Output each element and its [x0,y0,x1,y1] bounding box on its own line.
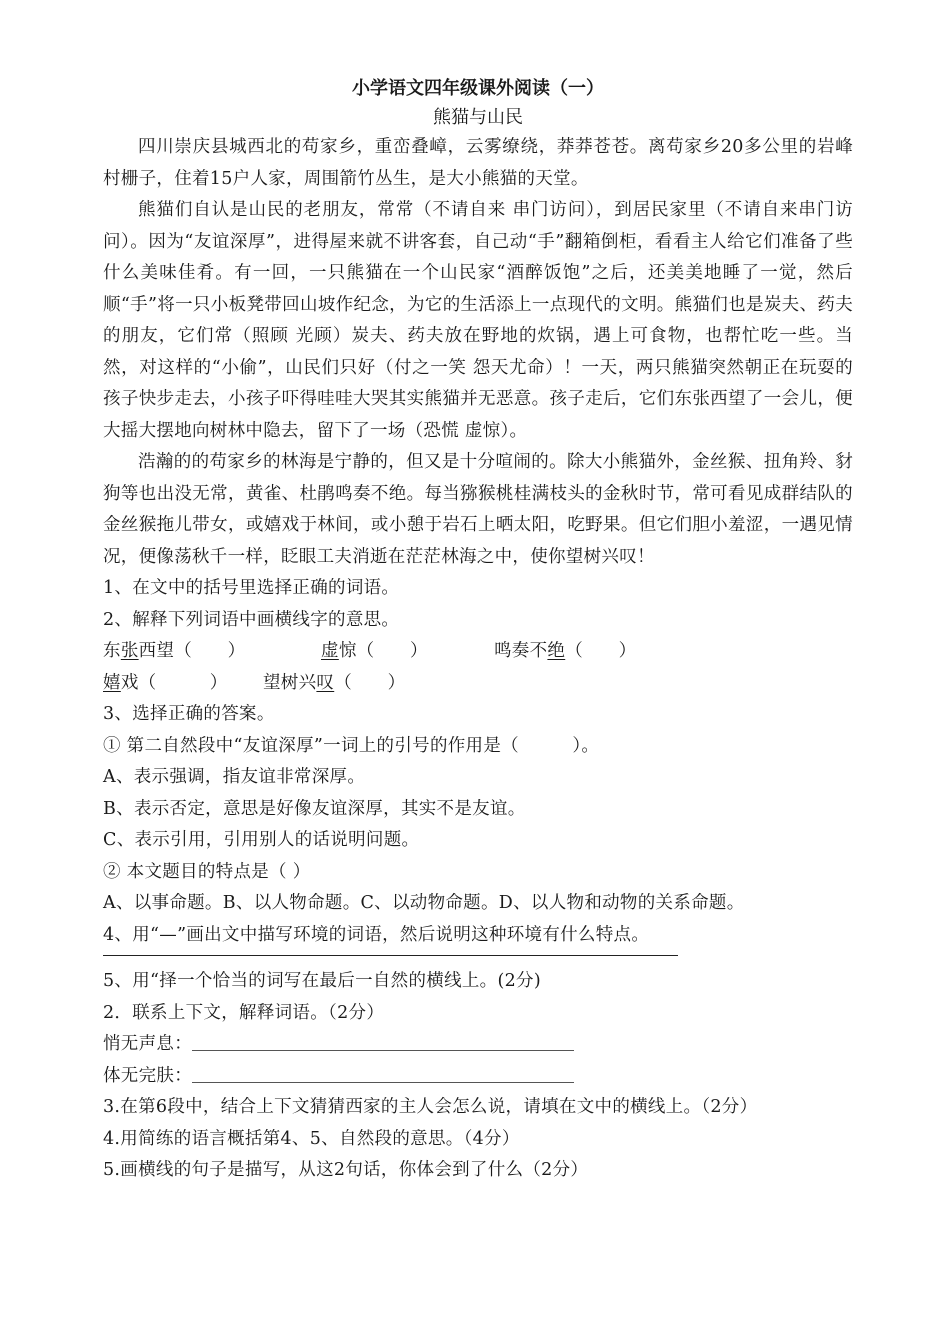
term-label: 体无完肤： [103,1065,192,1086]
worksheet-title: 小学语文四年级课外阅读（一） [352,78,604,99]
exercise-2-b [103,1061,853,1093]
story-title: 熊猫与山民 [433,107,523,128]
paragraph-2: 熊猫们自认是山民的老朋友，常常（不请自来 串门访问），到居民家里（不请自来串门访问）。因为“友谊深厚”，进得屋来就不讲客套，自己动“手”翻箱倒柜，看看主人给它们准备了些什么美味佳肴。有一回，一只熊猫在一个山民家“酒醉饭饱”之后，还美美地睡了一觉，然后顺“手”将一只小板凳带回山坡作纪念，为它的生活添上一点现代的文明。熊猫们也是炭夫、药夫的朋友，它们常（照顾 光顾）炭夫、药夫放在野地的炊锅，遇上可食物，也帮忙吃一些。当然，对这样的“小偷”，山民们只好（付之一笑 怨天尤命）！一天，两只熊猫突然朝正在玩耍的孩子快步走去，小孩子吓得哇哇大哭其实熊猫并无恶意。孩子走后，它们东张西望了一会儿，便大摇大摆地向树林中隐去，留下了一场（恐慌 虚惊）。 [103,200,853,441]
vocab-item: 鸣奏不绝（ ） [494,641,637,661]
answer-blank [192,1032,574,1051]
question-2: 2、解释下列词语中画横线字的意思。 [103,609,400,630]
underlined-char: 绝 [547,641,566,661]
exercise-4: 4.用简练的语言概括第4、5、自然段的意思。（4分） [103,1128,520,1149]
vocab-row-1 [103,636,853,668]
question-3: 3、选择正确的答案。 [103,704,275,724]
question-3-1: ① 第二自然段中“友谊深厚”一词上的引号的作用是（ ）。 [103,735,600,756]
question-3-2: ② 本文题目的特点是（ ） [103,861,311,882]
question-3-2-options: A、以事命题。B、以人物命题。C、以动物命题。D、以人物和动物的关系命题。 [103,893,745,913]
vocab-item: 嬉戏（ ） [103,672,228,693]
vocab-item: 望树兴叹（ ） [263,672,406,693]
vocab-item: 虚惊（ ） [321,641,428,661]
underlined-char: 叹 [316,672,335,693]
exercise-5: 5.画横线的句子是描写，从这2句话，你体会到了什么（2分） [103,1160,589,1180]
paragraph-1: 四川崇庆县城西北的苟家乡，重峦叠嶂，云雾缭绕，莽莽苍苍。离苟家乡20多公里的岩峰村栅子，住着15户人家，周围箭竹丛生，是大小熊猫的天堂。 [103,137,853,189]
vocab-item: 东张西望（ ） [103,641,246,661]
vocab-row-2 [103,668,853,700]
paragraph-3: 浩瀚的的苟家乡的林海是宁静的，但又是十分喧闹的。除大小熊猫外，金丝猴、扭角羚、豺狗等也出没无常，黄雀、杜鹃鸣奏不绝。每当猕猴桃桂满枝头的金秋时节，常可看见成群结队的金丝猴拖儿带女，或嬉戏于林间，或小憩于岩石上晒太阳，吃野果。但它们胆小羞涩，一遇见情况，便像荡秋千一样，眨眼工夫消逝在茫茫林海之中，使你望树兴叹！ [103,452,853,567]
term-label: 悄无声息： [103,1034,192,1054]
option-b: B、表示否定，意思是好像友谊深厚，其实不是友谊。 [103,798,526,819]
answer-line [103,955,678,956]
question-4: 4、用“—”画出文中描写环境的词语，然后说明这种环境有什么特点。 [103,924,650,945]
question-5: 5、用“择一个恰当的词写在最后一自然的横线上。(2分) [103,971,541,991]
exercise-3: 3.在第6段中，结合上下文猜猜西家的主人会怎么说，请填在文中的横线上。（2分） [103,1097,758,1117]
question-1: 1、在文中的括号里选择正确的词语。 [103,578,400,598]
worksheet [103,74,853,1187]
underlined-char: 虚 [321,641,339,661]
option-c: C、表示引用，引用别人的话说明问题。 [103,830,420,850]
option-a: A、表示强调，指友谊非常深厚。 [103,767,366,787]
underlined-char: 嬉 [103,672,121,693]
underlined-char: 张 [120,641,139,661]
exercise-2: 2．联系上下文，解释词语。（2分） [103,1002,385,1023]
exercise-2-a [103,1029,853,1061]
answer-blank [192,1064,574,1083]
